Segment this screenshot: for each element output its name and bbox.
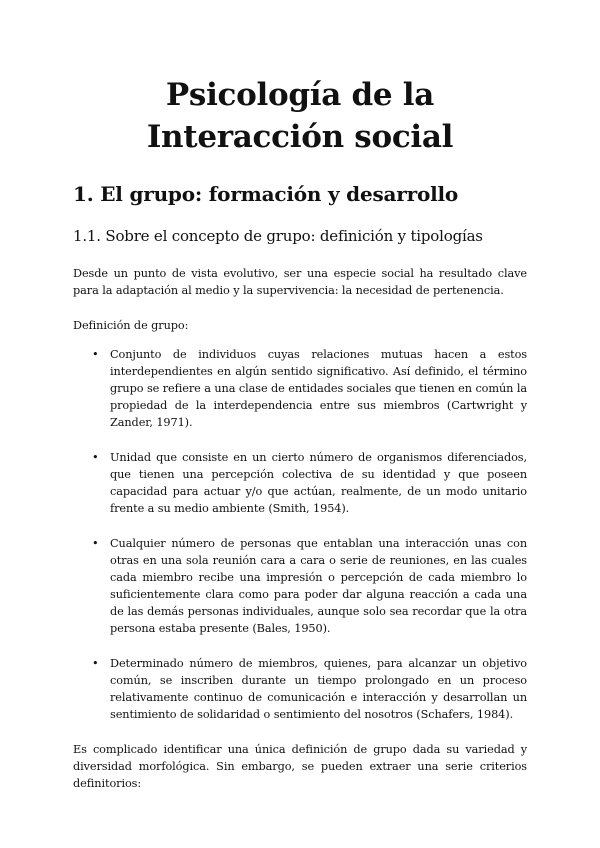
list-item xyxy=(73,346,527,431)
bullet-icon: • xyxy=(92,451,99,464)
definition-text: Determinado número de miembros, quienes, para alcanzar un objetivo común, se inscriben durante un tiempo prolongado en un proceso relativamente continuo de comunicación e interacción y desarrollan un sentimiento de solidaridad o sentimiento del nosotros (Schafers, 1984). xyxy=(110,657,527,721)
definitions-list xyxy=(73,346,527,723)
title-line-1: Psicología de la xyxy=(165,77,435,113)
section-heading: 1. El grupo: formación y desarrollo xyxy=(73,182,459,206)
document-title xyxy=(73,0,527,158)
bullet-icon: • xyxy=(92,537,99,550)
bullet-icon: • xyxy=(92,657,99,670)
definition-text: Unidad que consiste en un cierto número de organismos diferenciados, que tienen una percepción colectiva de su identidad y que poseen capacidad para actuar y/o que actúan, realmente, de un modo unitario frente a su medio ambiente (Smith, 1954). xyxy=(110,451,527,515)
closing-paragraph: Es complicado identificar una única definición de grupo dada su variedad y diversidad morfológica. Sin embargo, se pueden extraer una serie criterios definitorios: xyxy=(73,743,527,790)
intro-paragraph: Desde un punto de vista evolutivo, ser una especie social ha resultado clave para la adaptación al medio y la supervivencia: la necesidad de pertenencia. xyxy=(73,267,527,297)
subsection-heading: 1.1. Sobre el concepto de grupo: definición y tipologías xyxy=(73,227,483,245)
list-item xyxy=(73,535,527,637)
list-item xyxy=(73,655,527,723)
definition-label: Definición de grupo: xyxy=(73,319,189,332)
definition-text: Cualquier número de personas que entablan una interacción unas con otras en una sola reunión cara a cara o serie de reuniones, en las cuales cada miembro recibe una impresión o percepción de cada miembro lo suficientemente clara como para poder dar alguna reacción a cada una de las demás personas individuales, aunque solo sea recordar que la otra persona estaba presente (Bales, 1950). xyxy=(110,537,527,635)
bullet-icon: • xyxy=(92,348,99,361)
definition-text: Conjunto de individuos cuyas relaciones mutuas hacen a estos interdependientes en algún sentido significativo. Así definido, el término grupo se refiere a una clase de entidades sociales que tienen en común la propiedad de la interdependencia entre sus miembros (Cartwright y Zander, 1971). xyxy=(110,348,527,429)
list-item xyxy=(73,449,527,517)
title-line-2: Interacción social xyxy=(146,119,454,155)
